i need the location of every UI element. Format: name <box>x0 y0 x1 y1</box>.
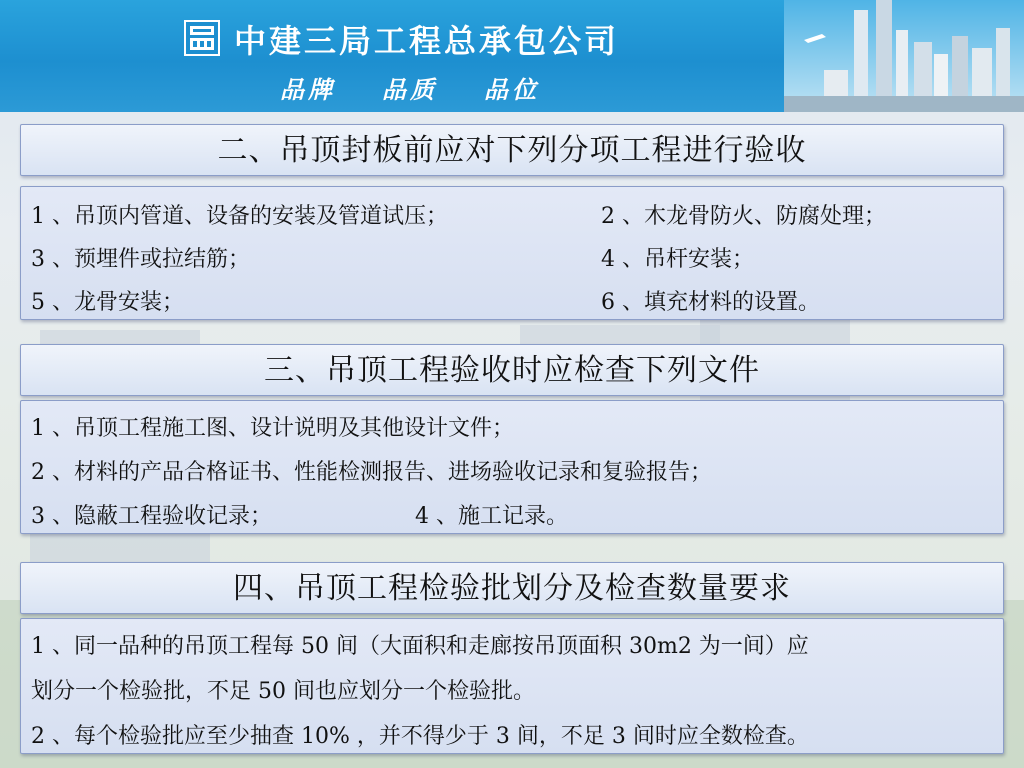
slogan-brand: 品牌 <box>280 75 336 104</box>
city-skyline-image <box>784 0 1024 112</box>
section-title-inspection-batch-requirements: 四、吊顶工程检验批划分及检查数量要求 <box>20 562 1004 614</box>
list-item: 1 、吊顶内管道、设备的安装及管道试压； <box>31 204 448 229</box>
section-title-acceptance-documents: 三、吊顶工程验收时应检查下列文件 <box>20 344 1004 396</box>
section-content-inspection-batch-requirements <box>20 618 1004 754</box>
list-item: 1 、吊顶工程施工图、设计说明及其他设计文件； <box>31 416 514 441</box>
section-content-acceptance-documents <box>20 400 1004 534</box>
header-banner <box>0 0 1024 112</box>
list-item: 划分一个检验批，不足 50 间也应划分一个检验批。 <box>31 679 535 704</box>
list-item: 3 、隐蔽工程验收记录； <box>31 504 272 529</box>
list-item: 1 、同一品种的吊顶工程每 50 间（大面积和走廊按吊顶面积 30m2 为一间）应 <box>31 634 809 659</box>
list-item: 3 、预埋件或拉结筋； <box>31 247 250 272</box>
company-name: 中建三局工程总承包公司 <box>234 22 620 60</box>
list-item: 4 、施工记录。 <box>415 504 568 529</box>
list-item: 5 、龙骨安装； <box>31 290 184 315</box>
list-item: 6 、填充材料的设置。 <box>601 290 820 315</box>
section-content-inspection-before-sealing <box>20 186 1004 320</box>
list-item: 4 、吊杆安装； <box>601 247 754 272</box>
list-item: 2 、木龙骨防火、防腐处理； <box>601 204 886 229</box>
slogan-taste: 品位 <box>484 75 540 104</box>
section-title-inspection-before-sealing: 二、吊顶封板前应对下列分项工程进行验收 <box>20 124 1004 176</box>
list-item: 2 、材料的产品合格证书、性能检测报告、进场验收记录和复验报告； <box>31 460 712 485</box>
company-logo <box>184 20 220 56</box>
slogan-quality: 品质 <box>382 75 438 104</box>
list-item: 2 、每个检验批应至少抽查 10% ，并不得少于 3 间，不足 3 间时应全数检查。 <box>31 724 809 749</box>
